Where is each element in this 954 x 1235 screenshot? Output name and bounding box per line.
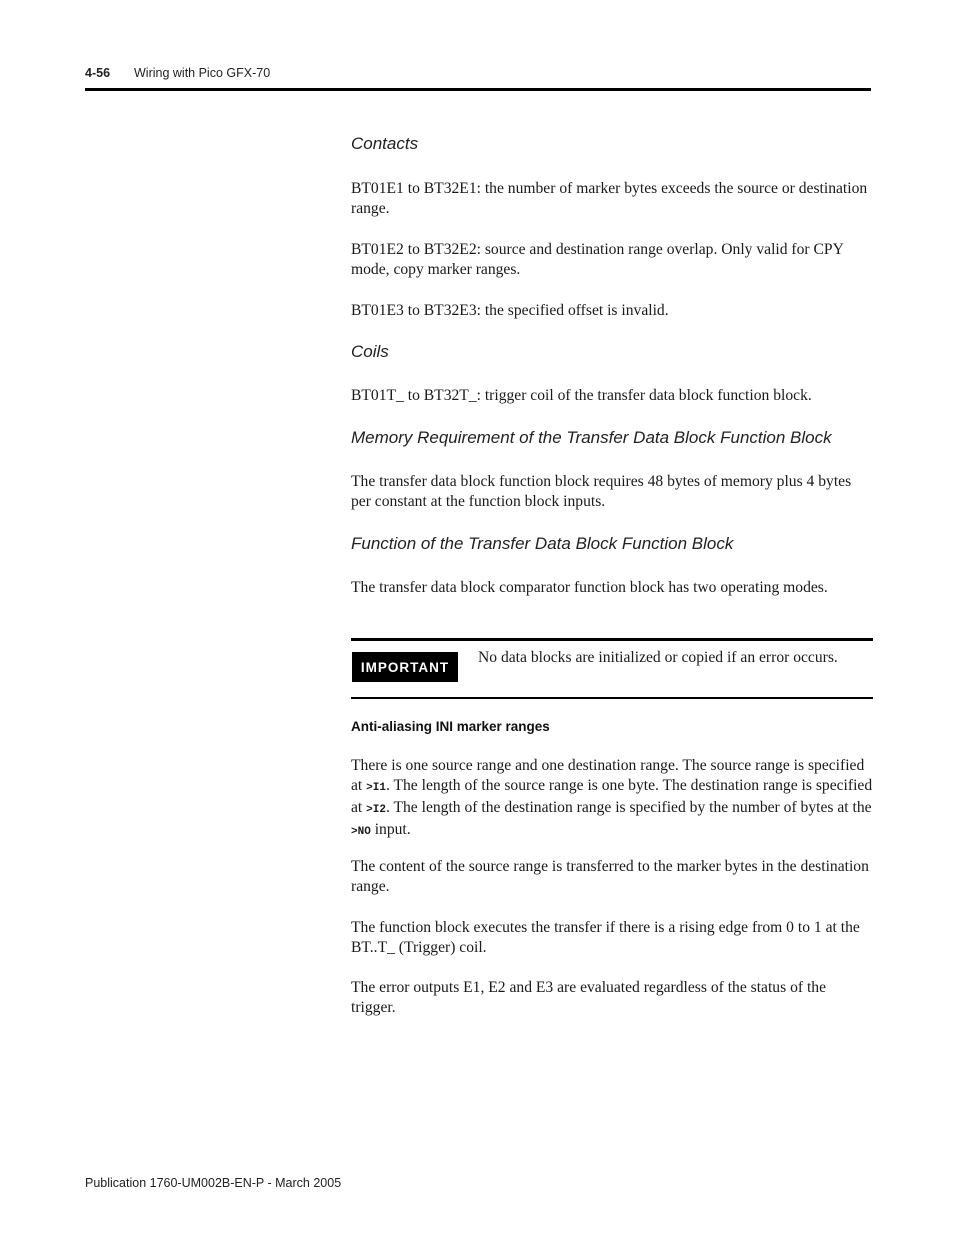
publication-footer: Publication 1760-UM002B-EN-P - March 2005 — [85, 1176, 342, 1190]
para-text-segment: . The length of the source range is one byte. The destination range is specified at — [351, 777, 873, 816]
important-rule-top — [351, 638, 873, 641]
anti-aliasing-para-2: The content of the source range is transferred to the marker bytes in the destination range. — [351, 858, 869, 895]
anti-aliasing-para-4: The error outputs E1, E2 and E3 are evaluated regardless of the status of the trigger. — [351, 979, 827, 1016]
code-i1: >I1 — [366, 782, 386, 794]
code-i2: >I2 — [366, 804, 386, 816]
anti-aliasing-para-1 — [351, 756, 873, 842]
anti-aliasing-para-3: The function block executes the transfer if there is a rising edge from 0 to 1 at the BT..T_ (Trigger) coil. — [351, 919, 860, 956]
function-para-1: The transfer data block comparator function block has two operating modes. — [351, 579, 828, 596]
contacts-para-2: BT01E2 to BT32E2: source and destination range overlap. Only valid for CPY mode, copy marker ranges. — [351, 241, 844, 278]
important-rule-bottom — [351, 697, 873, 699]
contacts-para-3: BT01E3 to BT32E3: the specified offset is invalid. — [351, 302, 669, 319]
memory-heading: Memory Requirement of the Transfer Data Block Function Block — [351, 428, 832, 447]
coils-heading: Coils — [351, 342, 389, 361]
page-number: 4-56 — [85, 66, 111, 80]
para-text-segment: . The length of the destination range is specified by the number of bytes at the — [385, 799, 872, 816]
function-heading: Function of the Transfer Data Block Function Block — [351, 534, 734, 553]
coils-para-1: BT01T_ to BT32T_: trigger coil of the transfer data block function block. — [351, 387, 812, 404]
para-text-segment: input. — [370, 821, 411, 838]
code-no: >NO — [351, 826, 371, 838]
para-text-segment: There is one source range and one destination range. The source range is specified at — [351, 757, 865, 794]
contacts-para-1: BT01E1 to BT32E1: the number of marker bytes exceeds the source or destination range. — [351, 180, 868, 217]
header-rule — [85, 88, 871, 91]
contacts-heading: Contacts — [351, 134, 419, 153]
important-badge: IMPORTANT — [352, 652, 458, 682]
important-text: No data blocks are initialized or copied if an error occurs. — [478, 649, 838, 666]
memory-para-1: The transfer data block function block requires 48 bytes of memory plus 4 bytes per constant at the function block inputs. — [351, 473, 852, 510]
chapter-title: Wiring with Pico GFX-70 — [134, 66, 271, 80]
anti-aliasing-heading: Anti-aliasing INI marker ranges — [351, 719, 550, 734]
